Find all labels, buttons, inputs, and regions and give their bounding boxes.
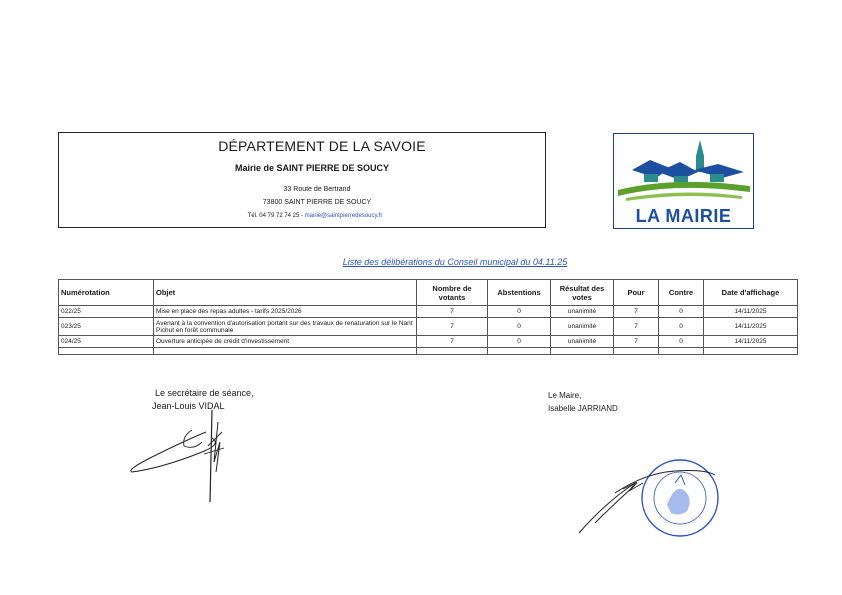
mayor-title: Le Maire, (548, 391, 582, 400)
header-votants: Nombre de votants (417, 280, 488, 306)
cell-date: 14/11/2025 (704, 306, 798, 318)
header-resultat: Résultat des votes (551, 280, 614, 306)
cell-pour: 7 (614, 306, 659, 318)
address-line-2: 73800 SAINT PIERRE DE SOUCY (262, 199, 372, 206)
mayor-name: Isabelle JARRIAND (548, 404, 618, 413)
header-numerotation: Numérotation (59, 280, 154, 306)
header-box (58, 132, 546, 228)
header-objet: Objet (154, 280, 417, 306)
header-date: Date d'affichage (704, 280, 798, 306)
table-row (59, 306, 798, 318)
logo-text: LA MAIRIE (635, 206, 732, 226)
cell-abstentions: 0 (488, 336, 551, 348)
mayor-signature-stamp (575, 453, 735, 548)
header-contre: Contre (659, 280, 704, 306)
table-row (59, 318, 798, 336)
deliberations-table (58, 279, 798, 355)
table-header-row (59, 280, 798, 306)
cell-objet: Mise en place des repas adultes - tarifs 2025/2026 (154, 306, 417, 318)
table-row-empty (59, 348, 798, 355)
secretary-signature (122, 402, 232, 507)
cell-objet: Ouverture anticipée de crédit d'investissement (154, 336, 417, 348)
cell-votants: 7 (417, 318, 488, 336)
contact-line (59, 213, 545, 219)
cell-pour: 7 (614, 336, 659, 348)
cell-num: 024/25 (59, 336, 154, 348)
cell-votants: 7 (417, 306, 488, 318)
cell-date: 14/11/2025 (704, 318, 798, 336)
cell-votants: 7 (417, 336, 488, 348)
cell-abstentions: 0 (488, 318, 551, 336)
cell-date: 14/11/2025 (704, 336, 798, 348)
cell-pour: 7 (614, 318, 659, 336)
list-title: Liste des délibérations du Conseil municipal du 04.11.25 (342, 257, 568, 267)
phone-text: Tél. 04 79 72 74 25 - (247, 213, 303, 219)
cell-contre: 0 (659, 336, 704, 348)
mairie-logo (613, 133, 754, 229)
cell-contre: 0 (659, 306, 704, 318)
cell-resultat: unanimité (551, 306, 614, 318)
header-abstentions: Abstentions (488, 280, 551, 306)
email-link[interactable]: mairie@saintpierredesoucy.fr (304, 213, 383, 219)
address-line-1: 33 Route de Bertrand (283, 186, 351, 193)
cell-resultat: unanimité (551, 318, 614, 336)
cell-num: 022/25 (59, 306, 154, 318)
cell-num: 023/25 (59, 318, 154, 336)
department-title: DÉPARTEMENT DE LA SAVOIE (218, 138, 426, 154)
table-row (59, 336, 798, 348)
cell-abstentions: 0 (488, 306, 551, 318)
cell-contre: 0 (659, 318, 704, 336)
mairie-name: Mairie de SAINT PIERRE DE SOUCY (234, 163, 390, 173)
header-pour: Pour (614, 280, 659, 306)
cell-objet: Avenant à la convention d'autorisation portant sur des travaux de renaturation sur le Nant Pichut en forêt communale (154, 318, 417, 336)
secretary-title: Le secrétaire de séance, (155, 388, 254, 398)
secretary-name: Jean-Louis VIDAL (152, 401, 225, 411)
cell-resultat: unanimité (551, 336, 614, 348)
